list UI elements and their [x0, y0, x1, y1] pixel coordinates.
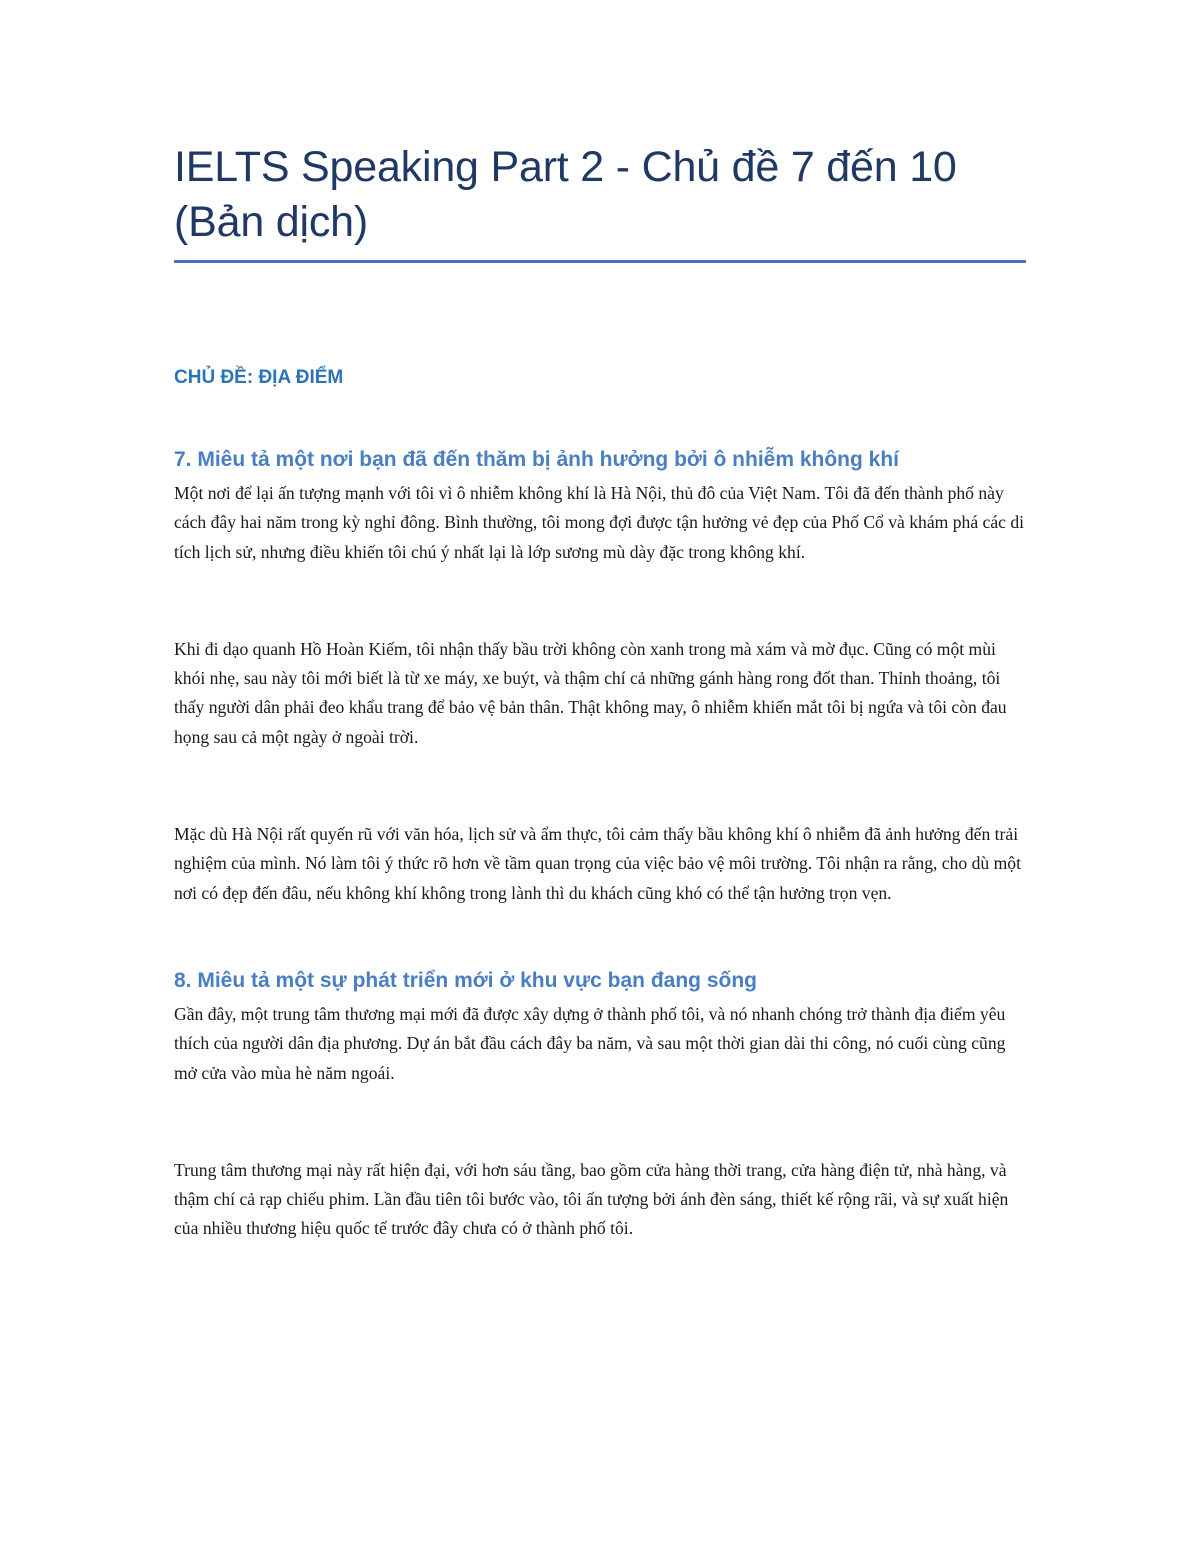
- section-question-8: [174, 966, 1026, 1244]
- question-7-paragraph-1: Một nơi để lại ấn tượng mạnh với tôi vì ô nhiễm không khí là Hà Nội, thủ đô của Việt Nam. Tôi đã đến thành phố này cách đây hai năm trong kỳ nghỉ đông. Bình thường, tôi mong đợi được tận hưởng vẻ đẹp của Phố Cổ và khám phá các di tích lịch sử, nhưng điều khiến tôi chú ý nhất lại là lớp sương mù dày đặc trong không khí.: [174, 483, 1025, 562]
- topic-heading: CHỦ ĐỀ: ĐỊA ĐIỂM: [174, 367, 344, 388]
- document-content: [174, 140, 1026, 1244]
- question-7-heading: 7. Miêu tả một nơi bạn đã đến thăm bị ảnh hưởng bởi ô nhiễm không khí: [174, 448, 900, 471]
- title-underline-rule: [174, 260, 1026, 263]
- document-title: [174, 140, 1026, 250]
- question-8-heading: 8. Miêu tả một sự phát triển mới ở khu vực bạn đang sống: [174, 968, 758, 992]
- question-8-paragraph-2: Trung tâm thương mại này rất hiện đại, với hơn sáu tầng, bao gồm cửa hàng thời trang, cửa hàng điện tử, nhà hàng, và thậm chí cả rạp chiếu phim. Lần đầu tiên tôi bước vào, tôi ấn tượng bởi ánh đèn sáng, thiết kế rộng rãi, và sự xuất hiện của nhiều thương hiệu quốc tế trước đây chưa có ở thành phố tôi.: [174, 1159, 1009, 1239]
- document-title-line-2: (Bản dịch): [174, 198, 368, 246]
- section-question-7: [174, 445, 1026, 908]
- question-8-paragraph-1: Gần đây, một trung tâm thương mại mới đã được xây dựng ở thành phố tôi, và nó nhanh chóng trở thành địa điểm yêu thích của người dân địa phương. Dự án bắt đầu cách đây ba năm, và sau một thời gian dài thi công, nó cuối cùng cũng mở cửa vào mùa hè năm ngoái.: [174, 1003, 1006, 1083]
- document-title-line-1: IELTS Speaking Part 2 - Chủ đề 7 đến 10: [174, 143, 957, 191]
- question-7-paragraph-3: Mặc dù Hà Nội rất quyến rũ với văn hóa, lịch sử và ẩm thực, tôi cảm thấy bầu không khí ô nhiễm đã ảnh hưởng đến trải nghiệm của mình. Nó làm tôi ý thức rõ hơn về tầm quan trọng của việc bảo vệ môi trường. Tôi nhận ra rằng, cho dù một nơi có đẹp đến đâu, nếu không khí không trong lành thì du khách cũng khó có thể tận hưởng trọn vẹn.: [174, 824, 1021, 903]
- question-7-paragraph-2: Khi đi dạo quanh Hồ Hoàn Kiếm, tôi nhận thấy bầu trời không còn xanh trong mà xám và mờ đục. Cũng có một mùi khói nhẹ, sau này tôi mới biết là từ xe máy, xe buýt, và thậm chí cả những gánh hàng rong đốt than. Thỉnh thoảng, tôi thấy người dân phải đeo khẩu trang để bảo vệ bản thân. Thật không may, ô nhiễm khiến mắt tôi bị ngứa và tôi còn đau họng sau cả một ngày ở ngoài trời.: [174, 638, 1007, 747]
